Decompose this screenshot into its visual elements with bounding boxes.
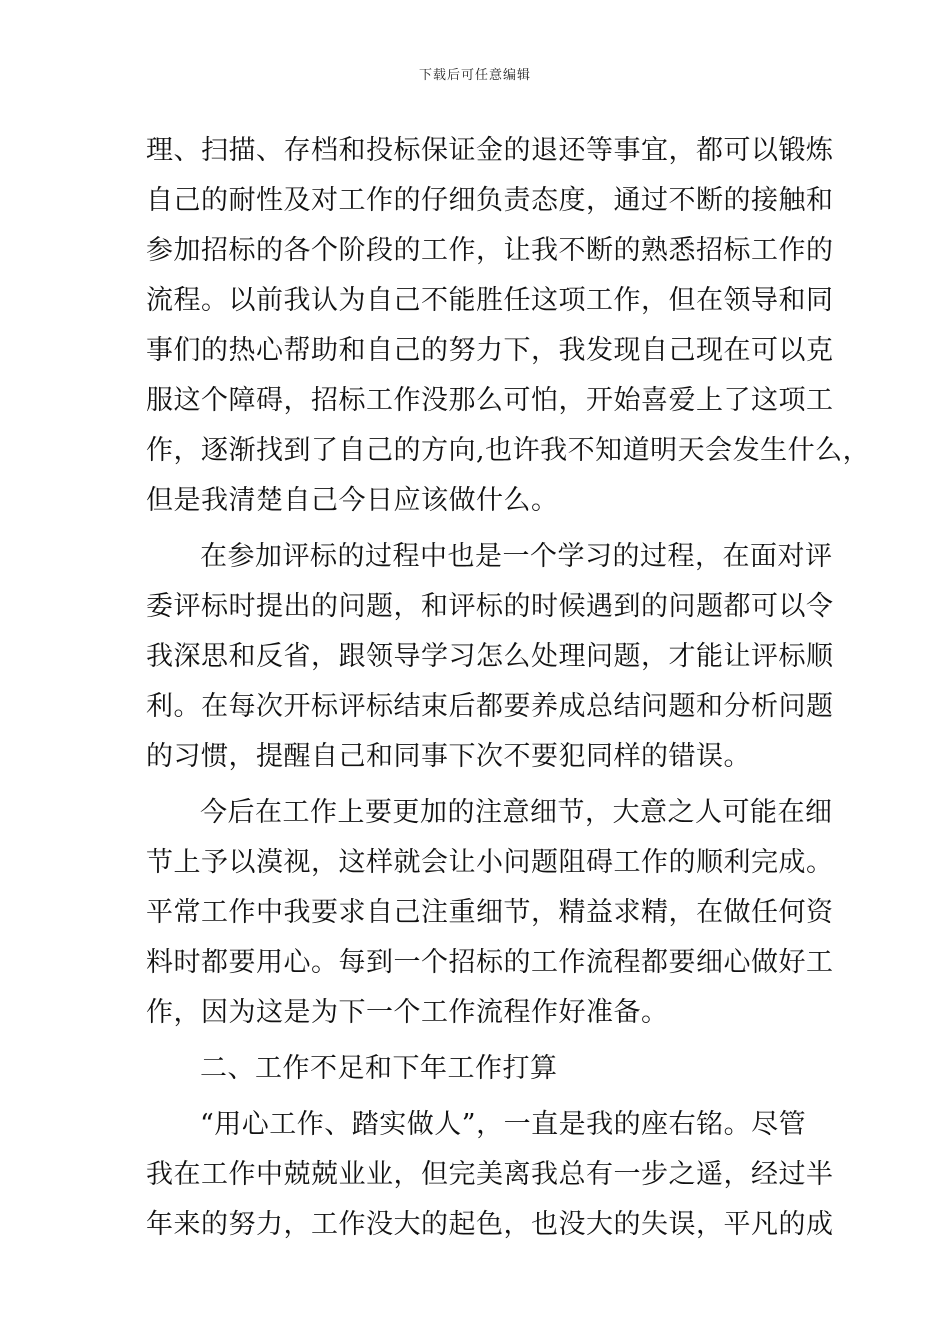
- text-line: 年来的努力，工作没大的起色，也没大的失误，平凡的成: [146, 1209, 834, 1240]
- text-line: 但是我清楚自己今日应该做什么。: [146, 485, 559, 516]
- paragraph-start-line: 在参加评标的过程中也是一个学习的过程，在面对评: [200, 541, 833, 572]
- section-heading: 二、工作不足和下年工作打算: [200, 1053, 558, 1084]
- text-line: 我在工作中兢兢业业，但完美离我总有一步之遥，经过半: [146, 1159, 834, 1190]
- text-line: 委评标时提出的问题，和评标的时候遇到的问题都可以令: [146, 591, 834, 622]
- text-line: 事们的热心帮助和自己的努力下，我发现自己现在可以克: [146, 335, 834, 366]
- text-line: 理、扫描、存档和投标保证金的退还等事宜，都可以锻炼: [146, 135, 834, 166]
- text-line: 平常工作中我要求自己注重细节，精益求精，在做任何资: [146, 897, 834, 928]
- text-line: 利。在每次开标评标结束后都要养成总结问题和分析问题: [146, 691, 834, 722]
- text-line: 作，逐渐找到了自己的方向,也许我不知道明天会发生什么，: [146, 435, 871, 466]
- paragraph-start-line: 今后在工作上要更加的注意细节，大意之人可能在细: [200, 797, 833, 828]
- document-body: [146, 126, 871, 1250]
- text-line: 料时都要用心。每到一个招标的工作流程都要细心做好工: [146, 947, 834, 978]
- text-line: 参加招标的各个阶段的工作，让我不断的熟悉招标工作的: [146, 235, 834, 266]
- text-line: 作，因为这是为下一个工作流程作好准备。: [146, 997, 669, 1028]
- text-line: 流程。以前我认为自己不能胜任这项工作，但在领导和同: [146, 285, 834, 316]
- text-line: 的习惯，提醒自己和同事下次不要犯同样的错误。: [146, 741, 751, 772]
- text-line: 自己的耐性及对工作的仔细负责态度，通过不断的接触和: [146, 185, 834, 216]
- text-line: 我深思和反省，跟领导学习怎么处理问题，才能让评标顺: [146, 641, 834, 672]
- text-line: 服这个障碍，招标工作没那么可怕，开始喜爱上了这项工: [146, 385, 834, 416]
- page-header: 下载后可任意编辑: [418, 68, 531, 83]
- text-line: 节上予以漠视，这样就会让小问题阻碍工作的顺利完成。: [146, 847, 834, 878]
- paragraph-start-line: “用心工作、踏实做人”，一直是我的座右铭。尽管: [200, 1109, 807, 1140]
